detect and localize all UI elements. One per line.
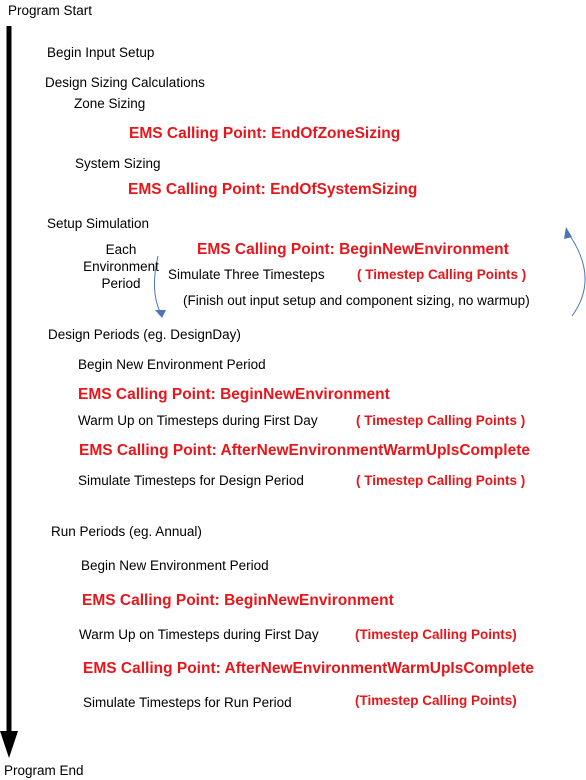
run-warm-up-timestep-calling-points: (Timestep Calling Points): [355, 627, 517, 642]
each-environment-period-line2: Environment: [83, 259, 159, 274]
zone-sizing-label: Zone Sizing: [74, 96, 146, 111]
loop-arrow-left-head: [155, 310, 166, 318]
design-periods-heading: Design Periods (eg. DesignDay): [48, 327, 241, 342]
run-simulate-label: Simulate Timesteps for Run Period: [83, 695, 292, 710]
ems-end-of-zone-sizing: EMS Calling Point: EndOfZoneSizing: [129, 125, 401, 142]
ems-end-of-system-sizing: EMS Calling Point: EndOfSystemSizing: [128, 181, 418, 198]
design-warm-up-timestep-calling-points: ( Timestep Calling Points ): [356, 413, 526, 428]
run-begin-new-environment-period: Begin New Environment Period: [81, 558, 269, 573]
system-sizing-label: System Sizing: [75, 156, 161, 171]
finish-input-setup-note: (Finish out input setup and component sizing, no warmup): [183, 293, 530, 308]
timestep-calling-points-setup: ( Timestep Calling Points ): [357, 267, 527, 282]
run-simulate-timestep-calling-points: (Timestep Calling Points): [355, 693, 517, 708]
run-periods-heading: Run Periods (eg. Annual): [51, 524, 202, 539]
loop-arrow-right: [568, 233, 585, 316]
design-simulate-label: Simulate Timesteps for Design Period: [78, 473, 304, 488]
program-timeline-arrowhead: [0, 731, 18, 758]
setup-simulation-label: Setup Simulation: [47, 216, 150, 231]
design-ems-begin-new-environment: EMS Calling Point: BeginNewEnvironment: [78, 386, 390, 403]
design-warm-up-label: Warm Up on Timesteps during First Day: [78, 413, 318, 428]
design-begin-new-environment-period: Begin New Environment Period: [78, 357, 266, 372]
program-start-label: Program Start: [8, 3, 93, 18]
ems-begin-new-environment-setup: EMS Calling Point: BeginNewEnvironment: [197, 241, 509, 258]
loop-arrow-right-head: [564, 227, 572, 239]
simulate-three-timesteps-label: Simulate Three Timesteps: [168, 267, 325, 282]
run-warm-up-label: Warm Up on Timesteps during First Day: [79, 627, 319, 642]
begin-input-setup-label: Begin Input Setup: [47, 45, 155, 60]
design-sizing-label: Design Sizing Calculations: [45, 75, 205, 90]
program-end-label: Program End: [4, 763, 84, 778]
each-environment-period-line3: Period: [101, 276, 141, 291]
run-ems-begin-new-environment: EMS Calling Point: BeginNewEnvironment: [82, 592, 394, 609]
each-environment-period-line1: Each: [105, 242, 137, 257]
design-ems-after-warmup: EMS Calling Point: AfterNewEnvironmentWarmUpIsComplete: [79, 442, 530, 459]
design-simulate-timestep-calling-points: ( Timestep Calling Points ): [356, 473, 526, 488]
run-ems-after-warmup: EMS Calling Point: AfterNewEnvironmentWarmUpIsComplete: [83, 660, 534, 677]
